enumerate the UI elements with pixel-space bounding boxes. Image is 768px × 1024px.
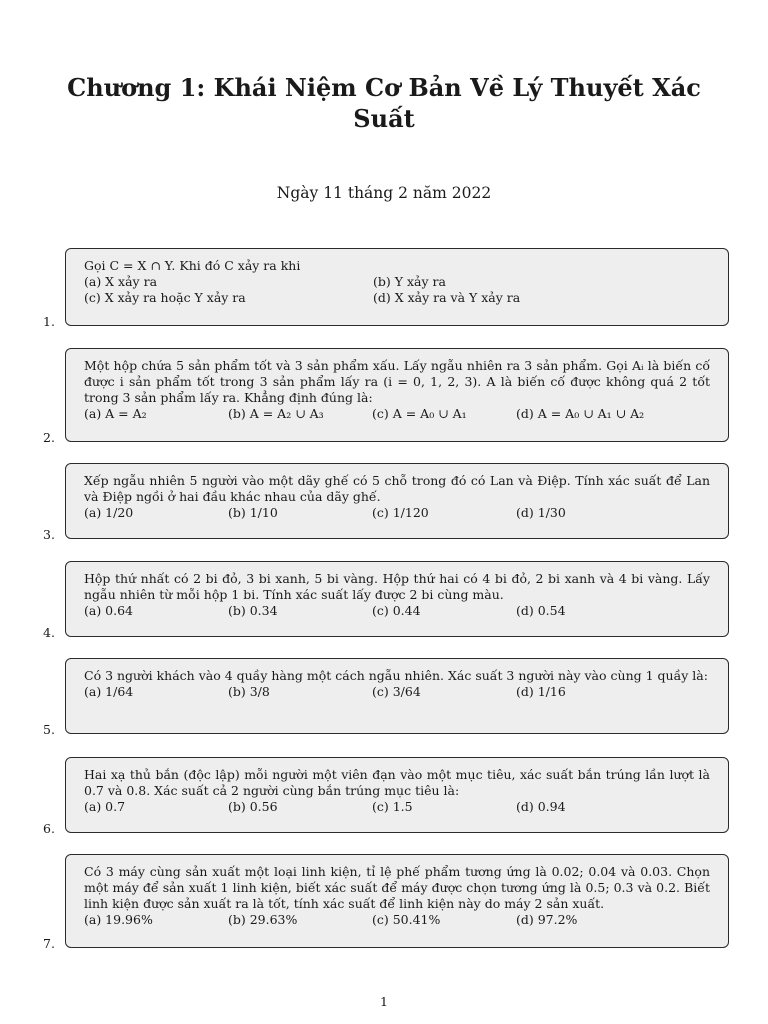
option-c: (c) X xảy ra hoặc Y xảy ra — [84, 290, 246, 305]
option-b: (b) 29.63% — [228, 912, 298, 927]
option-c: (c) 0.44 — [372, 603, 421, 618]
question-box-3 — [65, 463, 729, 539]
option-a: (a) X xảy ra — [84, 274, 158, 289]
question-box-5 — [65, 658, 729, 734]
question-box-6 — [65, 757, 729, 833]
option-c: (c) 50.41% — [372, 912, 441, 927]
option-c: (c) A = A₀ ∪ A₁ — [372, 406, 467, 421]
options-list — [84, 684, 710, 700]
option-b: (b) 1/10 — [228, 505, 278, 520]
question-number-6: 6. — [43, 821, 55, 836]
options-list — [84, 603, 710, 619]
option-d: (d) 0.54 — [516, 603, 566, 618]
option-d: (d) 1/16 — [516, 684, 566, 699]
question-text: Gọi C = X ∩ Y. Khi đó C xảy ra khi — [84, 258, 301, 273]
question-text: Hộp thứ nhất có 2 bi đỏ, 3 bi xanh, 5 bi vàng. Hộp thứ hai có 4 bi đỏ, 2 bi xanh và 4 bi vàng. Lấy ngẫu nhiên từ mỗi hộp 1 bi. Tính xác suất lấy được 2 bi cùng màu. — [84, 571, 710, 602]
option-a: (a) 1/20 — [84, 505, 134, 520]
options-list — [84, 912, 710, 928]
option-b: (b) 3/8 — [228, 684, 270, 699]
option-d: (d) X xảy ra và Y xảy ra — [373, 290, 521, 305]
question-text: Xếp ngẫu nhiên 5 người vào một dãy ghế có 5 chỗ trong đó có Lan và Điệp. Tính xác suất để Lan và Điệp ngồi ở hai đầu khác nhau của dãy ghế. — [84, 473, 710, 504]
options-list — [84, 799, 710, 815]
option-c: (c) 1.5 — [372, 799, 413, 814]
option-b: (b) Y xảy ra — [373, 274, 446, 289]
question-box-1 — [65, 248, 729, 326]
question-number-5: 5. — [43, 722, 55, 737]
option-b: (b) A = A₂ ∪ A₃ — [228, 406, 324, 421]
question-text: Có 3 máy cùng sản xuất một loại linh kiện, tỉ lệ phế phẩm tương ứng là 0.02; 0.04 và 0.03. Chọn một máy để sản xuất 1 linh kiện, biết xác suất để máy được chọn tương ứng là 0.5; 0.3 và 0.2. Biết linh kiện được sản xuất ra là tốt, tính xác suất để linh kiện này do máy 2 sản xuất. — [84, 864, 710, 911]
option-c: (c) 1/120 — [372, 505, 429, 520]
question-box-7 — [65, 854, 729, 948]
question-box-4 — [65, 561, 729, 637]
options-list — [84, 406, 710, 422]
option-d: (d) 0.94 — [516, 799, 566, 814]
option-b: (b) 0.56 — [228, 799, 278, 814]
option-d: (d) A = A₀ ∪ A₁ ∪ A₂ — [516, 406, 645, 421]
question-text: Hai xạ thủ bắn (độc lập) mỗi người một viên đạn vào một mục tiêu, xác suất bắn trúng lần lượt là 0.7 và 0.8. Xác suất cả 2 người cùng bắn trúng mục tiêu là: — [84, 767, 710, 798]
options-list — [84, 274, 710, 306]
question-box-2 — [65, 348, 729, 442]
options-list — [84, 505, 710, 521]
option-a: (a) 0.7 — [84, 799, 126, 814]
option-c: (c) 3/64 — [372, 684, 421, 699]
question-number-4: 4. — [43, 625, 55, 640]
option-d: (d) 97.2% — [516, 912, 578, 927]
question-number-7: 7. — [43, 936, 55, 951]
option-b: (b) 0.34 — [228, 603, 278, 618]
document-title: Chương 1: Khái Niệm Cơ Bản Về Lý Thuyết Xác Suất — [67, 73, 701, 133]
question-number-1: 1. — [43, 314, 55, 329]
option-d: (d) 1/30 — [516, 505, 566, 520]
option-a: (a) 0.64 — [84, 603, 134, 618]
question-text: Có 3 người khách vào 4 quầy hàng một cách ngẫu nhiên. Xác suất 3 người này vào cùng 1 quầy là: — [84, 668, 708, 683]
page-number: 1 — [380, 994, 388, 1009]
option-a: (a) A = A₂ — [84, 406, 147, 421]
option-a: (a) 19.96% — [84, 912, 153, 927]
question-number-3: 3. — [43, 527, 55, 542]
question-number-2: 2. — [43, 430, 55, 445]
question-text: Một hộp chứa 5 sản phẩm tốt và 3 sản phẩm xấu. Lấy ngẫu nhiên ra 3 sản phẩm. Gọi Aᵢ là biến cố được i sản phẩm tốt trong 3 sản phẩm lấy ra (i = 0, 1, 2, 3). A là biến cố được không quá 2 tốt trong 3 sản phẩm lấy ra. Khẳng định đúng là: — [84, 358, 710, 405]
document-date: Ngày 11 tháng 2 năm 2022 — [276, 184, 492, 202]
option-a: (a) 1/64 — [84, 684, 134, 699]
